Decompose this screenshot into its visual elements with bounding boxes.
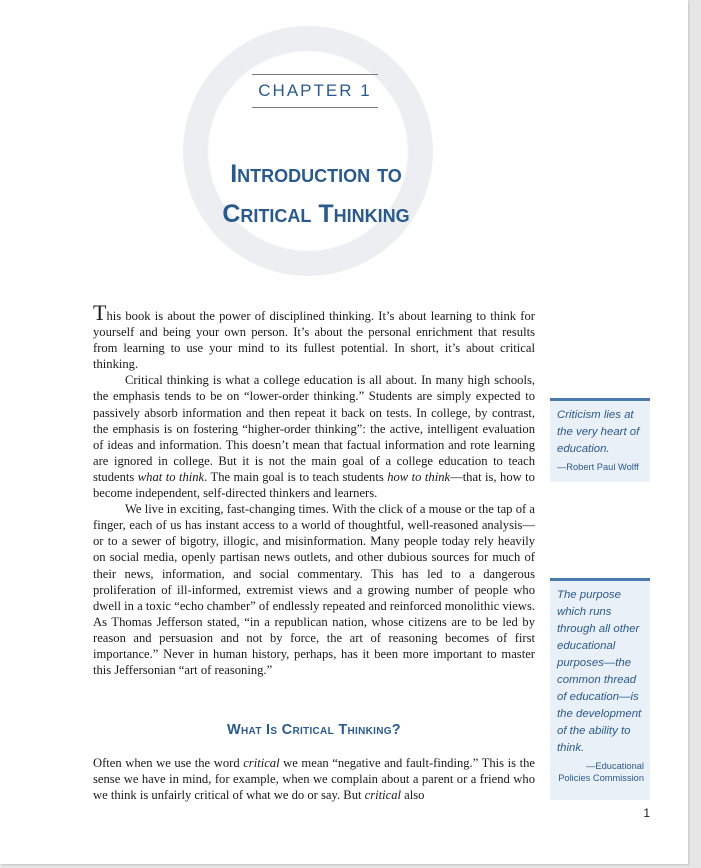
page-number: 1	[643, 806, 650, 820]
intro-paragraph	[93, 300, 535, 372]
intro-paragraph-text: his book is about the power of disciplined thinking. It’s about learning to think for yourself and being your own person. It’s about the personal enrichment that results from learning to use your mind to its fullest potential. In short, it’s about critical thinking.	[93, 309, 535, 372]
sidebar-quote-1	[550, 398, 650, 482]
paragraph-2-text-b: . The main goal is to teach students	[204, 469, 388, 484]
paragraph-2-emphasis-b: how to think	[387, 469, 451, 484]
chapter-title	[150, 154, 482, 234]
decorative-circle	[183, 26, 433, 276]
paragraph-4-text-c: also	[401, 788, 425, 803]
paragraph-2-text-a: Critical thinking is what a college education is all about. In many high schools, the emphasis tends to be on “lower-order thinking.” Students are simply expected to passively absorb information and then repeat it back on tests. In college, by contrast, the emphasis is on fostering “higher-order thinking”: the active, intelligent evaluation of ideas and information. This doesn’t mean that factual information and rote learning are ignored in college. But it is not the main goal of a college education to teach students	[93, 373, 535, 484]
paragraph-4-emphasis-b: critical	[364, 788, 402, 803]
sidebar-quote-2-attribution: —Educational Policies Commission	[558, 761, 644, 783]
main-text-top	[93, 300, 535, 678]
sidebar-quote-1-text: Criticism lies at the very heart of education.	[557, 409, 640, 455]
paragraph-4	[93, 755, 535, 803]
paragraph-4-text-b: we mean “negative and fault-finding.” This is the sense we have in mind, for example, when we complain about a parent or a friend who we think is unfairly critical of what we do or say. But	[93, 756, 535, 803]
paragraph-4-emphasis-a: critical	[243, 756, 280, 770]
chapter-title-line2: Critical Thinking	[222, 200, 410, 228]
paragraph-3: We live in exciting, fast-changing times. With the click of a mouse or the tap of a finger, each of us has instant access to a world of thoughtful, well-reasoned analysis—or to a sewer of bigotry, illogic, and misinformation. Many people today rely heavily on social media, openly partisan news outlets, and other dubious sources for much of their news, information, and social commentary. This has led to a dangerous proliferation of ill-informed, extremist views and a growing number of people who dwell in a toxic “echo chamber” of endlessly repeated and reinforced monolithic views. As Thomas Jefferson stated, “in a republican nation, whose citizens are to be led by reason and persuasion and not by force, the art of reasoning becomes of first importance.” Never in human history, perhaps, has it been more important to master this Jeffersonian “art of reasoning.”	[93, 502, 535, 678]
chapter-label: CHAPTER 1	[252, 74, 378, 108]
paragraph-2	[93, 372, 535, 501]
chapter-title-line1: Introduction to	[230, 160, 402, 188]
sidebar-quote-2	[550, 578, 650, 800]
sidebar-quote-2-text: The purpose which runs through all other educational purposes—the common thread of education—is the development of the ability to think.	[557, 589, 642, 754]
drop-cap: T	[93, 300, 107, 325]
sidebar-quote-1-attribution: —Robert Paul Wolff	[557, 462, 639, 472]
paragraph-2-emphasis-a: what to think	[137, 469, 205, 484]
paragraph-4-text-a: Often when we use the word	[93, 756, 244, 770]
section-heading: What Is Critical Thinking?	[227, 722, 401, 738]
main-text-bottom	[93, 755, 535, 803]
paragraph-2-text-c: —that is, how to become independent, self-directed thinkers and learners.	[93, 469, 535, 501]
